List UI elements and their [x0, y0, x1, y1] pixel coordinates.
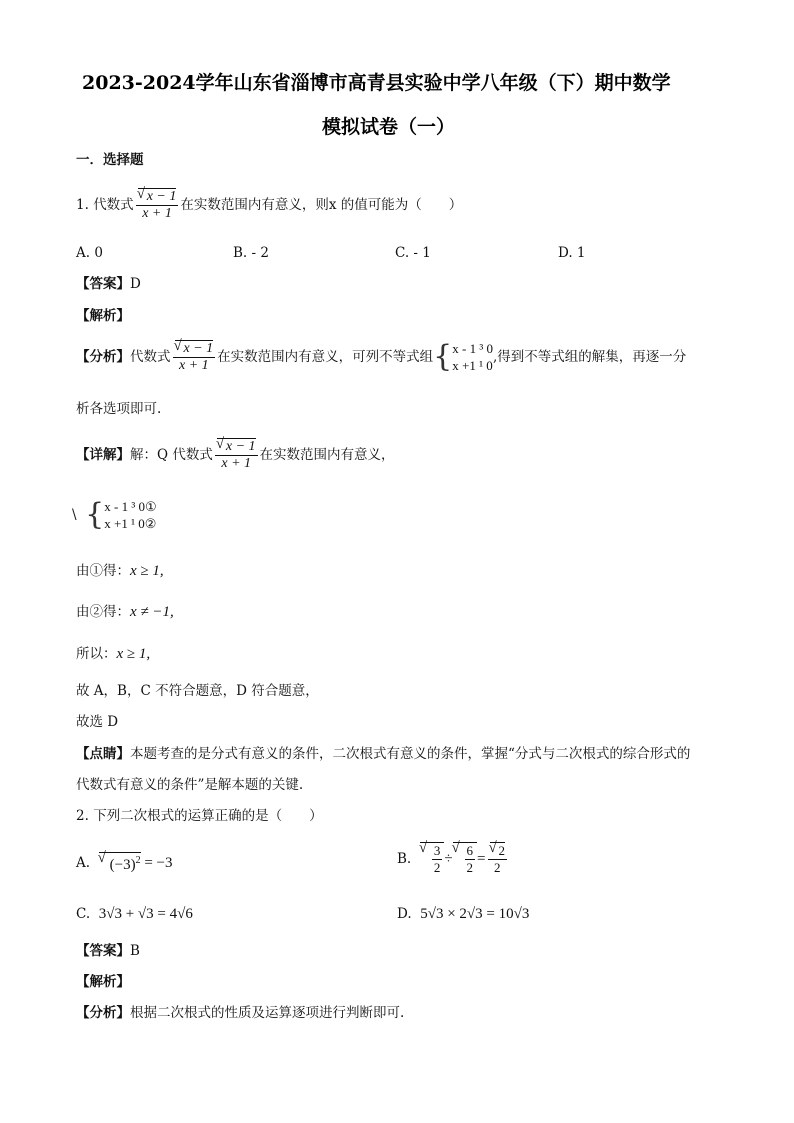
system-brace-2: {: [85, 497, 105, 532]
conclusion-1: 故 A，B，C 不符合题意，D 符合题意，: [76, 683, 319, 699]
question-1-stem: [76, 188, 462, 222]
sqrt-numerator: √ x − 1: [138, 188, 177, 204]
q2-option-d-label: D.: [397, 906, 412, 922]
title-line-1: 2023-2024学年山东省淄博市高青县实验中学八年级（下）期中数学: [82, 72, 671, 94]
q2-answer-tag: 【答案】: [76, 943, 130, 959]
fraction-expression: [136, 188, 179, 222]
q2-b-eq: =: [477, 851, 486, 867]
question-2-stem: [76, 807, 323, 825]
option-b: B. - 2: [233, 245, 269, 261]
q2-option-b-label: B.: [397, 851, 412, 867]
q2-fenxi-text: 根据二次根式的性质及运算逐项进行判断即可.: [130, 1005, 405, 1021]
fenxi-fraction: [173, 340, 216, 374]
answer-tag: 【答案】: [76, 276, 130, 292]
solution-system: [72, 498, 157, 532]
q2-option-c-math: 3√3 + √3 = 4√6: [98, 906, 193, 922]
xiangjie-sqrt: √ x − 1: [217, 438, 256, 454]
dianjing-tag: 【点睛】: [76, 746, 130, 762]
fenxi-sqrt: √ x − 1: [175, 340, 214, 356]
q2-b-n2: √ 6: [466, 843, 474, 858]
solution-inequalities: [104, 498, 156, 532]
dianjing-text-a: 本题考查的是分式有意义的条件，二次根式有意义的条件，掌握“分式与二次根式的综合形式的: [130, 746, 691, 762]
title-line-2: 模拟试卷（一）: [322, 116, 456, 138]
q2-b-sqrt-2: [453, 842, 478, 876]
step-3: [76, 645, 150, 663]
q2-fenxi-tag: 【分析】: [76, 1005, 130, 1021]
q2-b-sqrt-1: [420, 842, 445, 876]
q2-option-d-math: 5√3 × 2√3 = 10√3: [420, 906, 530, 922]
system-line-1: x - 1 ³ 0: [452, 341, 493, 356]
q2-a-exp: 2: [135, 855, 141, 866]
step-2-math: x ≠ −1,: [130, 604, 174, 620]
option-a: A. 0: [76, 245, 103, 261]
analysis-tag: 【解析】: [76, 308, 130, 324]
fraction-denominator: x + 1: [142, 206, 172, 221]
xiangjie-text-a: 解：Q 代数式: [130, 447, 213, 463]
step-1-math: x ≥ 1,: [130, 563, 164, 579]
step-1: [76, 562, 164, 580]
option-d: D. 1: [558, 245, 586, 261]
q2-option-a-math: [99, 852, 173, 873]
q2-a-sqrt: [99, 852, 141, 873]
therefore-symbol: \: [72, 507, 77, 523]
inequality-system: [452, 340, 493, 374]
dianjing-line-2: 代数式有意义的条件”是解本题的关键.: [76, 777, 304, 793]
q2-answer-line: [76, 942, 140, 960]
fenxi-text-a: 代数式: [130, 349, 171, 365]
inequality-1: x - 1 ³ 0①: [104, 499, 157, 514]
option-c: C. - 1: [395, 245, 431, 261]
stem-prefix: 代数式: [93, 197, 134, 213]
xiangjie-paragraph: [76, 438, 395, 472]
fenxi-paragraph: [76, 340, 686, 374]
question-number: 1.: [76, 197, 89, 213]
fenxi-tag: 【分析】: [76, 349, 130, 365]
inequality-2: x +1 ¹ 0②: [104, 516, 157, 531]
step-3-math: x ≥ 1,: [116, 646, 151, 662]
dianjing-line-1: [76, 745, 690, 763]
q2-b-rd: 2: [494, 860, 501, 875]
system-brace: {: [433, 339, 453, 374]
fenxi-text-c: ,得到不等式组的解集，再逐一分: [493, 349, 687, 365]
q2-b-result: [488, 842, 508, 876]
step-2-label: 由②得：: [76, 604, 130, 620]
xiangjie-denominator: x + 1: [221, 456, 252, 471]
question-2-number: 2.: [76, 808, 89, 824]
q2-b-div: ÷: [444, 851, 453, 867]
q2-option-c: [76, 905, 193, 923]
xiangjie-fraction: [215, 438, 258, 472]
q2-a-inner: (−3): [109, 857, 136, 873]
stem-text: 在实数范围内有意义，则x 的值可能为（ ）: [180, 197, 463, 213]
q2-b-n1: √ 3: [433, 843, 441, 858]
q2-b-d2: 2: [466, 860, 474, 875]
system-line-2: x +1 ¹ 0: [452, 358, 493, 373]
step-3-label: 所以：: [76, 646, 117, 662]
q2-option-b: [397, 842, 509, 876]
step-1-label: 由①得：: [76, 563, 130, 579]
q2-b-rn: √ 2: [490, 842, 506, 858]
q2-option-c-label: C.: [76, 906, 91, 922]
section-heading: 一．选择题: [76, 152, 144, 168]
answer-line: [76, 275, 141, 293]
question-2-text: 下列二次根式的运算正确的是（ ）: [93, 808, 323, 824]
q2-fenxi-line: [76, 1004, 404, 1022]
q2-b-d1: 2: [433, 860, 441, 875]
q2-answer-value: B: [130, 943, 140, 959]
q2-option-a-label: A.: [76, 854, 91, 871]
conclusion-2: 故选 D: [76, 714, 119, 730]
step-2: [76, 603, 174, 621]
fenxi-text-b: 在实数范围内有意义，可列不等式组: [217, 349, 434, 365]
q2-option-b-math: [420, 842, 509, 876]
fenxi-denominator: x + 1: [179, 358, 209, 373]
q2-analysis-tag: 【解析】: [76, 974, 130, 990]
xiangjie-tag: 【详解】: [76, 447, 130, 463]
xiangjie-text-b: 在实数范围内有意义，: [259, 447, 395, 463]
q2-a-rhs: = −3: [144, 854, 173, 871]
fenxi-text-d: 析各选项即可.: [76, 401, 162, 417]
q2-option-a: [76, 852, 173, 873]
q2-option-d: [397, 905, 529, 923]
answer-value: D: [130, 276, 141, 292]
